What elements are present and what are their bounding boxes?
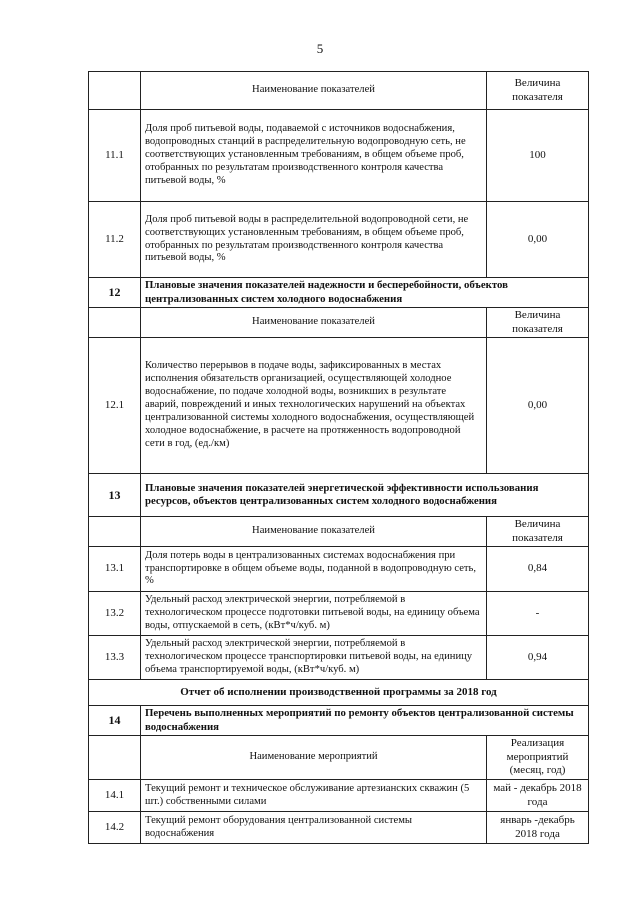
header-realization: Реализация мероприятий (месяц, год) bbox=[487, 736, 589, 780]
section-title: Перечень выполненных мероприятий по ремонту объектов централизованной системы водоснабжения bbox=[141, 706, 589, 736]
table-header-row bbox=[89, 308, 589, 338]
empty-cell bbox=[89, 736, 141, 780]
row-description: Удельный расход электрической энергии, потребляемой в технологическом процессе подготовки питьевой воды, на единицу объема воды, отпускаемой в сеть, (кВт*ч/куб. м) bbox=[141, 592, 487, 636]
row-number: 13.2 bbox=[89, 592, 141, 636]
row-description: Доля проб питьевой воды в распределительной водопроводной сети, не соответствующих установленным требованиям, в общем объеме проб, отобранных по результатам производственного контроля качества питьевой воды, % bbox=[141, 202, 487, 278]
row-description: Доля проб питьевой воды, подаваемой с источников водоснабжения, водопроводных станций в распределительную водопроводную сеть, не соответствующих установленным требованиям, в общем объеме проб, отобранных по результатам производственного контроля качества питьевой воды, % bbox=[141, 110, 487, 202]
header-indicator-name: Наименование показателей bbox=[141, 72, 487, 110]
section-row bbox=[89, 706, 589, 736]
row-number: 13.1 bbox=[89, 547, 141, 592]
table-row bbox=[89, 202, 589, 278]
header-indicator-name: Наименование показателей bbox=[141, 308, 487, 338]
table-row bbox=[89, 812, 589, 844]
section-title: Плановые значения показателей энергетической эффективности использования ресурсов, объектов централизованных систем холодного водоснабжения bbox=[141, 474, 589, 517]
row-realization: январь -декабрь 2018 года bbox=[487, 812, 589, 844]
table-row bbox=[89, 780, 589, 812]
row-number: 13.3 bbox=[89, 636, 141, 680]
section-number: 12 bbox=[89, 278, 141, 308]
row-value: - bbox=[487, 592, 589, 636]
row-description: Удельный расход электрической энергии, потребляемой в технологическом процессе транспортировки питьевой воды, на единицу объема транспортируемой воды, (кВт*ч/куб. м) bbox=[141, 636, 487, 680]
table-row bbox=[89, 338, 589, 474]
section-number: 13 bbox=[89, 474, 141, 517]
row-value: 0,94 bbox=[487, 636, 589, 680]
row-description: Количество перерывов в подаче воды, зафиксированных в местах исполнения обязательств организацией, осуществляющей холодное водоснабжение, по подаче холодной воды, возникших в результате аварий, повреждений и иных технологических нарушений на объектах централизованной системы холодного водоснабжения, осуществляющей холодное водоснабжение, в расчете на протяженность водопроводной сети в год, (ед./км) bbox=[141, 338, 487, 474]
row-number: 11.1 bbox=[89, 110, 141, 202]
empty-cell bbox=[89, 517, 141, 547]
page-number: 5 bbox=[316, 41, 324, 56]
table-header-row bbox=[89, 736, 589, 780]
header-indicator-value: Величина показателя bbox=[487, 308, 589, 338]
row-value: 0,84 bbox=[487, 547, 589, 592]
section-title: Плановые значения показателей надежности и бесперебойности, объектов централизованных систем холодного водоснабжения bbox=[141, 278, 589, 308]
header-indicator-value: Величина показателя bbox=[487, 517, 589, 547]
row-value: 0,00 bbox=[487, 202, 589, 278]
header-indicator-name: Наименование показателей bbox=[141, 517, 487, 547]
section-number: 14 bbox=[89, 706, 141, 736]
section-row bbox=[89, 278, 589, 308]
table-row bbox=[89, 592, 589, 636]
table-header-row bbox=[89, 517, 589, 547]
row-number: 12.1 bbox=[89, 338, 141, 474]
section-row bbox=[89, 474, 589, 517]
header-indicator-value: Величина показателя bbox=[487, 72, 589, 110]
row-value: 0,00 bbox=[487, 338, 589, 474]
empty-cell bbox=[89, 308, 141, 338]
row-number: 11.2 bbox=[89, 202, 141, 278]
row-description: Доля потерь воды в централизованных системах водоснабжения при транспортировке в общем объеме воды, поданной в водопроводную сеть, % bbox=[141, 547, 487, 592]
empty-cell bbox=[89, 72, 141, 110]
indicators-table bbox=[88, 71, 589, 844]
row-description: Текущий ремонт оборудования централизованной системы водоснабжения bbox=[141, 812, 487, 844]
row-realization: май - декабрь 2018 года bbox=[487, 780, 589, 812]
table-row bbox=[89, 547, 589, 592]
row-value: 100 bbox=[487, 110, 589, 202]
header-measure-name: Наименование мероприятий bbox=[141, 736, 487, 780]
row-number: 14.2 bbox=[89, 812, 141, 844]
table-header-row bbox=[89, 72, 589, 110]
report-title: Отчет об исполнении производственной программы за 2018 год bbox=[89, 680, 589, 706]
report-title-row bbox=[89, 680, 589, 706]
table-row bbox=[89, 110, 589, 202]
table-row bbox=[89, 636, 589, 680]
row-description: Текущий ремонт и техническое обслуживание артезианских скважин (5 шт.) собственными силами bbox=[141, 780, 487, 812]
row-number: 14.1 bbox=[89, 780, 141, 812]
